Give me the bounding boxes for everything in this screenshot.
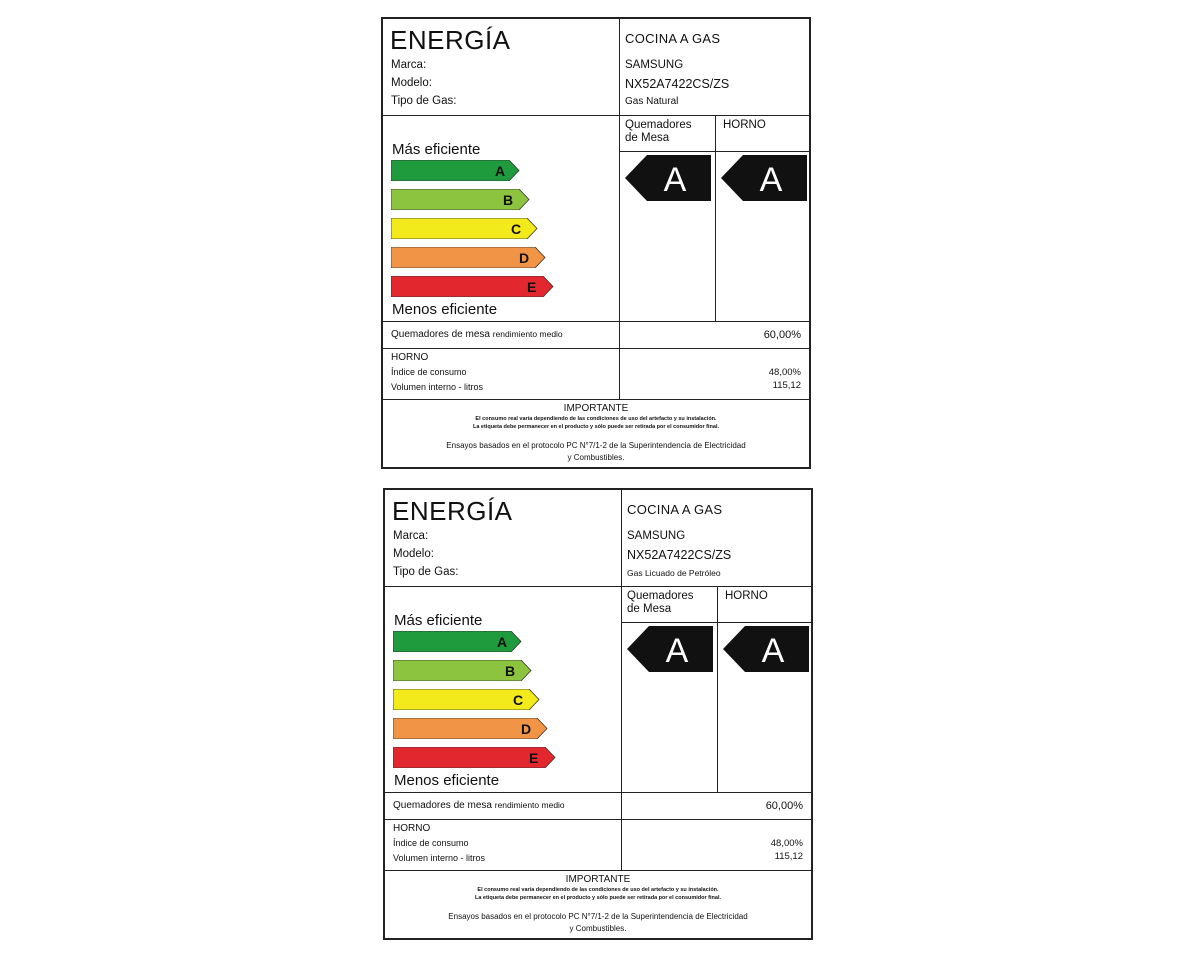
oven-section-label: HORNO xyxy=(391,352,429,363)
energy-label-natural-gas xyxy=(381,17,811,469)
burners-row-label: Quemadores de mesa rendimiento medio xyxy=(391,329,563,340)
class-bar-e xyxy=(391,276,557,297)
class-bar-c xyxy=(391,218,541,239)
divider xyxy=(619,151,809,152)
field-brand: Marca: xyxy=(393,530,429,542)
divider xyxy=(621,622,811,623)
internal-volume-value: 115,12 xyxy=(772,380,801,391)
least-efficient-text: Menos eficiente xyxy=(394,772,500,789)
burners-efficiency-value: 60,00% xyxy=(765,800,803,812)
internal-volume-label: Volumen interno - litros xyxy=(391,382,484,392)
consumption-index-value: 48,00% xyxy=(768,367,801,378)
burners-efficiency-value: 60,00% xyxy=(763,329,801,341)
model-value: NX52A7422CS/ZS xyxy=(625,77,730,91)
consumption-index-value: 48,00% xyxy=(770,838,803,849)
important-note-2: La etiqueta debe permanecer en el producto y sólo puede ser retirada por el consumidor final. xyxy=(472,424,720,430)
divider xyxy=(385,819,811,820)
divider xyxy=(383,399,809,400)
consumption-index-label: Índice de consumo xyxy=(391,367,467,377)
class-letter: D xyxy=(519,250,530,266)
internal-volume-value: 115,12 xyxy=(774,851,803,862)
class-bar-b xyxy=(391,189,531,210)
protocol-note-2: y Combustibles. xyxy=(567,453,625,462)
important-note-2: La etiqueta debe permanecer en el producto y sólo puede ser retirada por el consumidor final. xyxy=(474,895,722,901)
most-efficient-text: Más eficiente xyxy=(392,141,481,158)
burners-column-header: Quemadores de Mesa xyxy=(627,590,694,615)
rating-letter: A xyxy=(761,632,785,670)
divider xyxy=(385,586,811,587)
important-title: IMPORTANTE xyxy=(565,874,631,885)
divider xyxy=(717,586,718,792)
rating-letter: A xyxy=(759,161,783,199)
class-bar-d xyxy=(393,718,551,739)
label-title: ENERGÍA xyxy=(392,496,513,526)
least-efficient-text: Menos eficiente xyxy=(392,301,498,318)
divider xyxy=(715,115,716,321)
label-title: ENERGÍA xyxy=(390,25,511,55)
protocol-note-2: y Combustibles. xyxy=(569,924,627,933)
class-letter: A xyxy=(497,634,508,650)
protocol-note-1: Ensayos basados en el protocolo PC N°7/1-2 de la Superintendencia de Electricidad xyxy=(446,441,746,450)
class-bar-b xyxy=(393,660,533,681)
divider xyxy=(383,321,809,322)
important-title: IMPORTANTE xyxy=(563,403,629,414)
class-letter: A xyxy=(495,163,506,179)
burners-rating-indicator xyxy=(627,626,715,677)
class-letter: D xyxy=(521,721,532,737)
oven-column-header: HORNO xyxy=(725,590,768,602)
divider xyxy=(383,115,809,116)
consumption-index-label: Índice de consumo xyxy=(393,838,469,848)
class-letter: B xyxy=(503,192,514,208)
gas-type-value: Gas Licuado de Petróleo xyxy=(627,568,721,578)
oven-column-header: HORNO xyxy=(723,119,766,131)
protocol-note-1: Ensayos basados en el protocolo PC N°7/1-2 de la Superintendencia de Electricidad xyxy=(448,912,748,921)
burners-row-label: Quemadores de mesa rendimiento medio xyxy=(393,800,565,811)
class-bar-c xyxy=(393,689,543,710)
model-value: NX52A7422CS/ZS xyxy=(627,548,732,562)
important-note-1: El consumo real varía dependiendo de las condiciones de uso del artefacto y su instalación. xyxy=(475,416,717,422)
field-brand: Marca: xyxy=(391,59,427,71)
field-model: Modelo: xyxy=(391,77,432,89)
divider xyxy=(385,792,811,793)
burners-rating-indicator xyxy=(625,155,713,206)
internal-volume-label: Volumen interno - litros xyxy=(393,853,486,863)
brand-value: SAMSUNG xyxy=(627,530,686,542)
field-gas-type: Tipo de Gas: xyxy=(393,566,459,578)
field-gas-type: Tipo de Gas: xyxy=(391,95,457,107)
energy-label-lpg xyxy=(383,488,813,940)
oven-rating-indicator xyxy=(723,626,811,677)
class-bar-e xyxy=(393,747,559,768)
rating-letter: A xyxy=(663,161,687,199)
oven-section-label: HORNO xyxy=(393,823,431,834)
divider xyxy=(385,870,811,871)
gas-type-value: Gas Natural xyxy=(625,96,679,107)
divider xyxy=(619,19,620,399)
brand-value: SAMSUNG xyxy=(625,59,684,71)
important-note-1: El consumo real varía dependiendo de las condiciones de uso del artefacto y su instalación. xyxy=(477,887,719,893)
class-letter: C xyxy=(511,221,522,237)
product-type: COCINA A GAS xyxy=(625,31,721,46)
class-letter: E xyxy=(529,750,539,766)
product-type: COCINA A GAS xyxy=(627,502,723,517)
class-bar-d xyxy=(391,247,549,268)
oven-rating-indicator xyxy=(721,155,809,206)
rating-letter: A xyxy=(665,632,689,670)
divider xyxy=(383,348,809,349)
class-letter: E xyxy=(527,279,537,295)
most-efficient-text: Más eficiente xyxy=(394,612,483,629)
burners-column-header: Quemadores de Mesa xyxy=(625,119,692,144)
class-bar-a xyxy=(393,631,523,652)
divider xyxy=(621,490,622,870)
class-letter: B xyxy=(505,663,516,679)
class-bar-a xyxy=(391,160,521,181)
class-letter: C xyxy=(513,692,524,708)
field-model: Modelo: xyxy=(393,548,434,560)
